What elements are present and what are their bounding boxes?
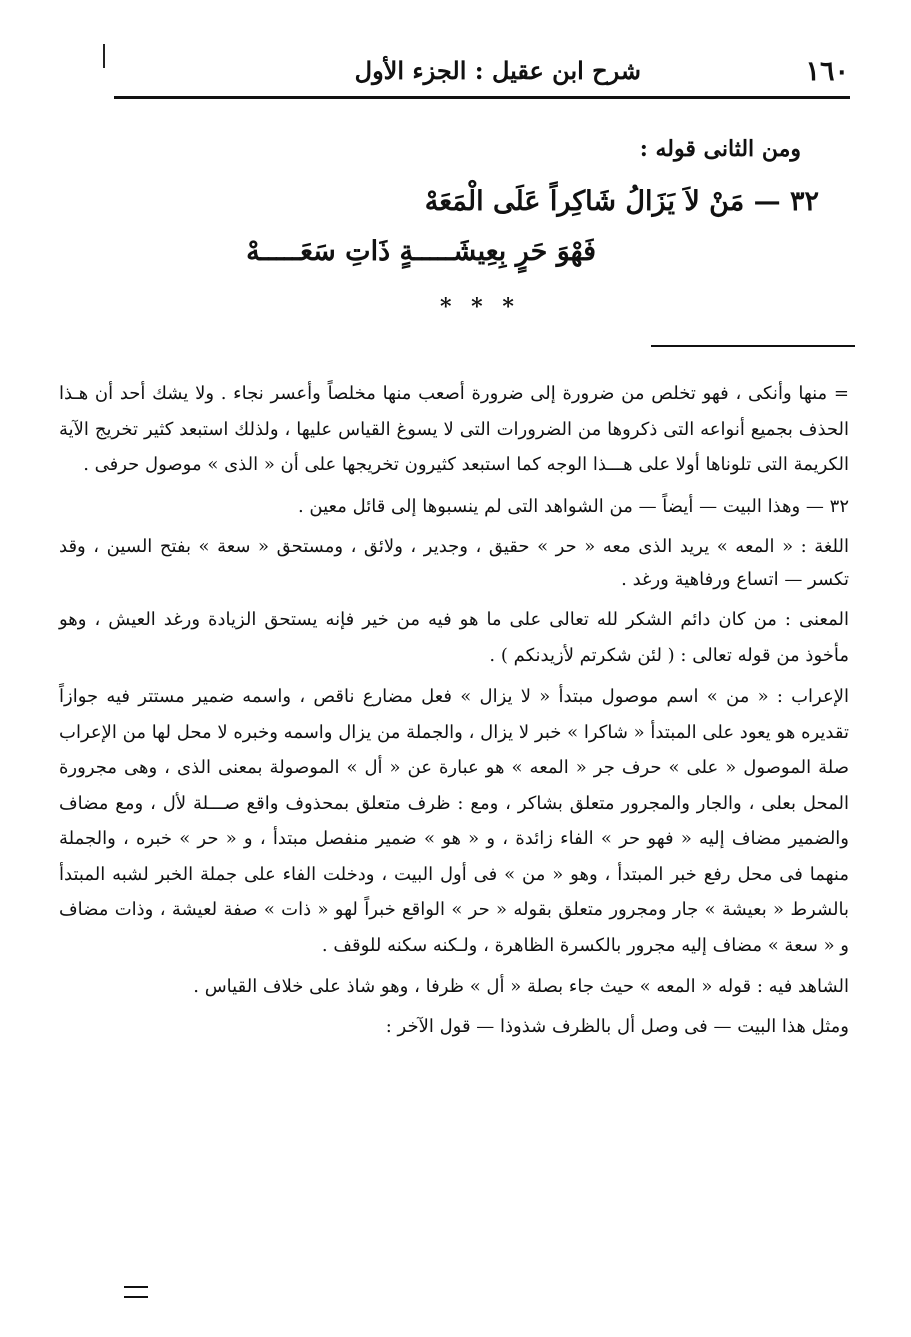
section-separator: * * * <box>440 294 520 320</box>
footnote-parsing: الإعراب : « من » اسم موصول مبتدأ « لا يزال » فعل مضارع ناقص ، واسمه ضمير مستتر فيه جوازاً تقديره هو يعود على المبتدأ « شاكرا » خبر لا يزال ، والجملة من يزال واسمه وخبره لا محل لها من الإعراب صلة الموصول « على » حرف جر « المعه » هو عبارة عن « أل » الموصولة بمعنى الذى ، وهى مجرورة المحل بعلى ، والجار والمجرور متعلق بشاكر ، ومع : ظرف متعلق بمحذوف واقع صـــلة لأل ، ومع مضاف والضمير مضاف إليه « فهو حر » الفاء زائدة ، و « هو » ضمير منفصل مبتدأ ، و « حر » خبره ، والجملة منهما فى محل رفع خبر المبتدأ ، وهو « من » فى أول البيت ، ودخلت الفاء على جملة الخبر لشبه المبتدأ بالشرط « بعيشة » جار ومجرور متعلق بقوله « حر » الواقع خبراً لهو « ذات » صفة لعيشة ، وذات مضاف و « سعة » مضاف إليه مجرور بالكسرة الظاهرة ، ولـكنه سكنه للوقف . <box>59 686 849 956</box>
continuation-mark <box>124 1286 148 1298</box>
header-rule <box>114 96 850 99</box>
footnote-evidence: الشاهد فيه : قوله « المعه » حيث جاء بصلة « أل » ظرفا ، وهو شاذ على خلاف القياس . <box>193 976 849 997</box>
footnote-source: ٣٢ — وهذا البيت — أيضاً — من الشواهد التى لم ينسبوها إلى قائل معين . <box>297 495 849 517</box>
footnote-meaning: المعنى : من كان دائم الشكر لله تعالى على ما هو فيه من خير فإنه يستحق الزيادة ورغد العيش ، وهو مأخوذ من قوله تعالى : ( لئن شكرتم لأزيدنكم ) . <box>59 609 849 666</box>
footnotes <box>59 376 849 1044</box>
footnote-lexicon: اللغة : « المعه » يريد الذى معه « حر » حقيق ، وجدير ، ولائق ، ومستحق « سعة » بفتح السين ، وقد تكسر — اتساع ورفاهية ورغد . <box>59 536 849 590</box>
verse-line-2: فَهْوَ حَرٍ بِعِيشَـــــةٍ ذَاتِ سَعَـــــهْ <box>246 236 596 267</box>
margin-mark <box>103 44 105 68</box>
footnote-next-verse: ومثل هذا البيت — فى وصل أل بالظرف شذوذا — قول الآخر : <box>385 1015 849 1037</box>
verse-line-1: ٣٢ — مَنْ لاَ يَزَالُ شَاكِراً عَلَى الْمَعَهْ <box>424 186 819 217</box>
footnote-rule <box>651 345 855 347</box>
page-number: ١٦٠ <box>805 56 849 87</box>
running-title: شرح ابن عقيل : الجزء الأول <box>354 56 641 85</box>
verse-intro: ومن الثانى قوله : <box>639 136 801 162</box>
footnote-continuation: = منها وأنكى ، فهو تخلص من ضرورة إلى ضرورة أصعب منها مخلصاً وأعسر نجاء . ولا يشك أحد أن هـذا الحذف بجميع أنواعه التى ذكروها من الضرورات التى لا يسوغ القياس عليها ، ولذلك استبعد كثير تخريج الآية الكريمة التى تلوناها أولا على هـــذا الوجه كما استبعد كثيرون تخريجها على أن « الذى » موصول حرفى . <box>59 383 849 475</box>
